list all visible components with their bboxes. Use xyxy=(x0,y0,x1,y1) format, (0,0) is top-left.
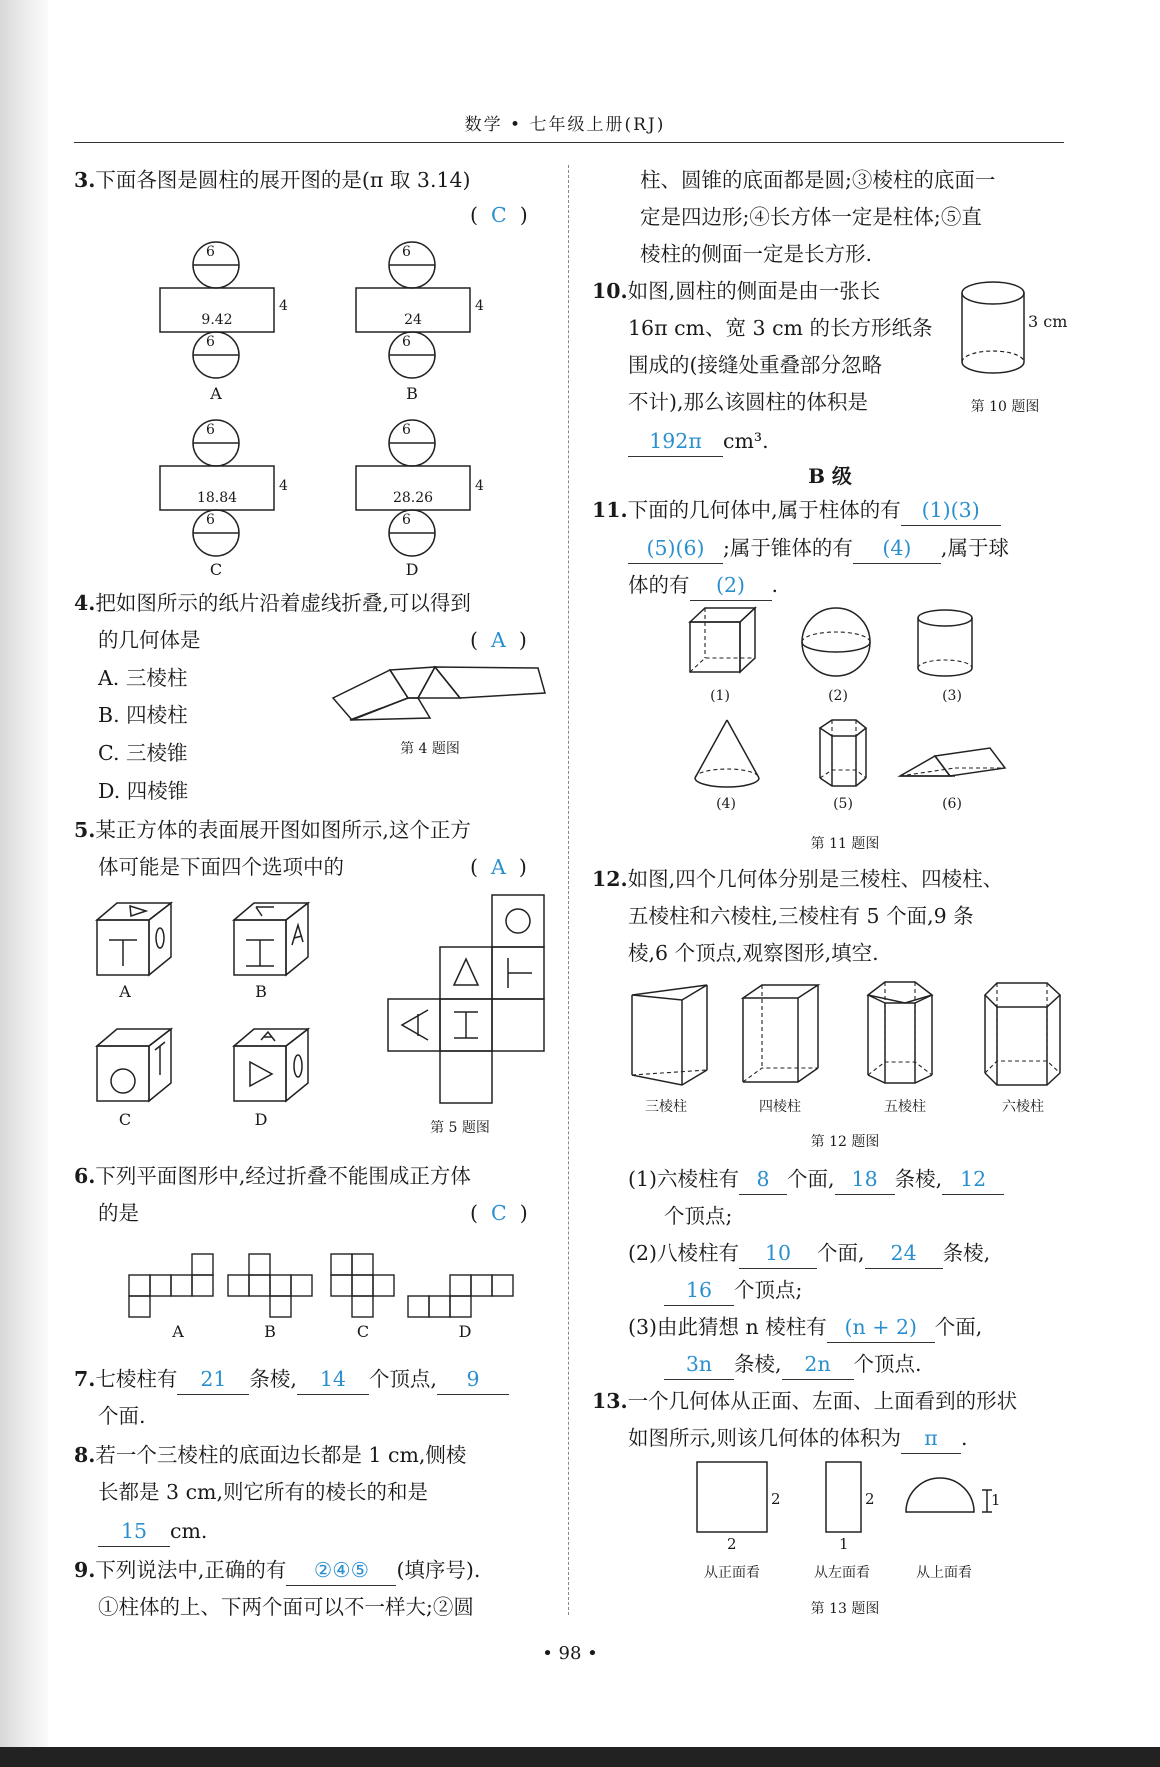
q12-sub1-end: 个顶点; xyxy=(664,1204,733,1228)
page-number: • 98 • xyxy=(542,1643,598,1664)
q4-stem-line1: 4.把如图所示的纸片沿着虚线折叠,可以得到 xyxy=(74,591,471,615)
q12-solid-label: 三棱柱 xyxy=(645,1099,687,1115)
q5-answer-bracket: ( A ) xyxy=(470,855,527,879)
level-b-heading: B 级 xyxy=(808,464,852,488)
q4-stem-line2: 的几何体是 xyxy=(98,628,201,652)
q5-option-label: B xyxy=(255,982,267,1001)
q3-width-label: 9.42 xyxy=(201,312,233,328)
q5-stem-line2: 体可能是下面四个选项中的 xyxy=(98,855,344,879)
q8-answer-line: 15 cm. xyxy=(98,1513,207,1550)
q9-line3: 柱、圆锥的底面都是圆;③棱柱的底面一 xyxy=(640,168,996,192)
q10-answer-line: 192π cm³. xyxy=(628,423,769,460)
q5-option-label: A xyxy=(119,982,131,1001)
q10-line1: 10.如图,圆柱的侧面是由一张长 xyxy=(592,279,881,303)
page-header: 数学 • 七年级上册(RJ) xyxy=(464,115,666,135)
q12-line3: 棱,6 个顶点,观察图形,填空. xyxy=(628,941,879,965)
q12-sub1: (1)六棱柱有 8 个面, 18 条棱, 12 xyxy=(628,1161,1004,1198)
q3-circle-label: 6 xyxy=(402,244,411,260)
q3-width-label: 18.84 xyxy=(196,490,238,506)
q10-line4: 不计),那么该圆柱的体积是 xyxy=(628,390,869,414)
q11-label: (1) xyxy=(710,688,730,704)
q3-circle-label: 6 xyxy=(402,422,411,438)
q9-line2: ①柱体的上、下两个面可以不一样大;②圆 xyxy=(98,1595,474,1619)
q12-solid-label: 五棱柱 xyxy=(884,1099,926,1115)
bottom-bar xyxy=(0,1747,1160,1767)
q4-choice: A. 三棱柱 xyxy=(98,666,188,690)
q4-choice: C. 三棱锥 xyxy=(98,741,188,765)
q12-line1: 12.如图,四个几何体分别是三棱柱、四棱柱、 xyxy=(592,867,1004,891)
q6-option-label: C xyxy=(356,1322,370,1341)
q11-line2: (5)(6) ;属于锥体的有 (4) ,属于球 xyxy=(628,530,1009,567)
q8-stem-line2: 长都是 3 cm,则它所有的棱长的和是 xyxy=(98,1480,429,1504)
q11-line3: 体的有 (2) . xyxy=(628,567,778,604)
q13-dim: 1 xyxy=(991,1491,1001,1509)
q10-line3: 围成的(接缝处重叠部分忽略 xyxy=(628,353,882,377)
q13-dim: 2 xyxy=(727,1535,737,1553)
q3-circle-label: 6 xyxy=(402,512,411,528)
q12-sub2: (2)八棱柱有 10 个面, 24 条棱, xyxy=(628,1235,990,1272)
q8-stem-line1: 8.若一个三棱柱的底面边长都是 1 cm,侧棱 xyxy=(74,1443,467,1467)
q3-circle-label: 6 xyxy=(206,334,215,350)
q3-option-label: A xyxy=(210,384,222,403)
q12-solid-label: 六棱柱 xyxy=(1002,1099,1044,1115)
q13-caption: 第 13 题图 xyxy=(810,1601,880,1617)
q3-side-label: 4 xyxy=(475,298,484,314)
q9-line4: 定是四边形;④长方体一定是柱体;⑤直 xyxy=(640,205,982,229)
q9-stem: 9.下列说法中,正确的有 ②④⑤ (填序号). xyxy=(74,1552,480,1589)
q3-option-label: C xyxy=(209,560,223,579)
q3-width-label: 28.26 xyxy=(392,490,434,506)
q13-dim: 2 xyxy=(865,1490,875,1508)
q9-line5: 棱柱的侧面一定是长方形. xyxy=(640,242,873,266)
q12-caption: 第 12 题图 xyxy=(810,1134,880,1150)
q3-circle-label: 6 xyxy=(402,334,411,350)
q3-circle-label: 6 xyxy=(206,244,215,260)
q11-label: (6) xyxy=(942,796,962,812)
q11-label: (2) xyxy=(828,688,848,704)
q3-stem: 3.下面各图是圆柱的展开图的是(π 取 3.14) xyxy=(74,168,471,192)
q4-choice: B. 四棱柱 xyxy=(98,703,188,727)
q13-line1: 13.一个几何体从正面、左面、上面看到的形状 xyxy=(592,1389,1018,1413)
q13-line2: 如图所示,则该几何体的体积为 π . xyxy=(628,1420,968,1457)
q11-label: (4) xyxy=(716,796,736,812)
q7-stem-end: 个面. xyxy=(98,1404,146,1428)
q3-circle-label: 6 xyxy=(206,512,215,528)
q4-choice: D. 四棱锥 xyxy=(98,779,189,803)
q10-fig-label: 3 cm xyxy=(1028,312,1068,331)
q5-option-label: C xyxy=(118,1110,132,1129)
q4-caption: 第 4 题图 xyxy=(400,741,460,757)
q6-option-label: B xyxy=(264,1322,276,1341)
q3-width-label: 24 xyxy=(404,312,422,328)
q6-option-label: D xyxy=(458,1322,472,1341)
q3-circle-label: 6 xyxy=(206,422,215,438)
q13-view-label: 从正面看 xyxy=(704,1565,760,1581)
q6-answer-bracket: ( C ) xyxy=(470,1201,528,1225)
q5-option-label: D xyxy=(254,1110,268,1129)
q11-label: (3) xyxy=(942,688,962,704)
q5-stem-line1: 5.某正方体的表面展开图如图所示,这个正方 xyxy=(74,818,471,842)
q5-caption: 第 5 题图 xyxy=(430,1120,490,1136)
q3-option-label: B xyxy=(406,384,418,403)
q12-sub3: (3)由此猜想 n 棱柱有 (n + 2) 个面, xyxy=(628,1309,982,1346)
q11-caption: 第 11 题图 xyxy=(810,836,880,852)
q7-stem: 7.七棱柱有 21 条棱, 14 个顶点, 9 xyxy=(74,1361,509,1398)
q6-stem-line2: 的是 xyxy=(98,1201,139,1225)
q12-line2: 五棱柱和六棱柱,三棱柱有 5 个面,9 条 xyxy=(628,904,974,928)
q3-answer-bracket: ( C ) xyxy=(470,203,528,227)
q3-side-label: 4 xyxy=(279,478,288,494)
q13-dim: 1 xyxy=(839,1535,849,1553)
q3-option-label: D xyxy=(405,560,419,579)
q13-view-label: 从上面看 xyxy=(916,1565,972,1581)
q11-label: (5) xyxy=(833,796,853,812)
q6-option-label: A xyxy=(172,1322,184,1341)
q10-caption: 第 10 题图 xyxy=(970,399,1040,415)
q13-view-label: 从左面看 xyxy=(814,1565,870,1581)
q13-dim: 2 xyxy=(771,1490,781,1508)
q11-line1: 11.下面的几何体中,属于柱体的有 (1)(3) xyxy=(592,492,1001,529)
q10-line2: 16π cm、宽 3 cm 的长方形纸条 xyxy=(628,316,933,340)
q12-sub3-end: 3n 条棱, 2n 个顶点. xyxy=(664,1346,922,1383)
q3-side-label: 4 xyxy=(279,298,288,314)
q3-side-label: 4 xyxy=(475,478,484,494)
q12-sub2-end: 16 个顶点; xyxy=(664,1272,802,1309)
q4-answer-bracket: ( A ) xyxy=(470,628,527,652)
q12-solid-label: 四棱柱 xyxy=(759,1099,801,1115)
q6-stem-line1: 6.下列平面图形中,经过折叠不能围成正方体 xyxy=(74,1164,471,1188)
